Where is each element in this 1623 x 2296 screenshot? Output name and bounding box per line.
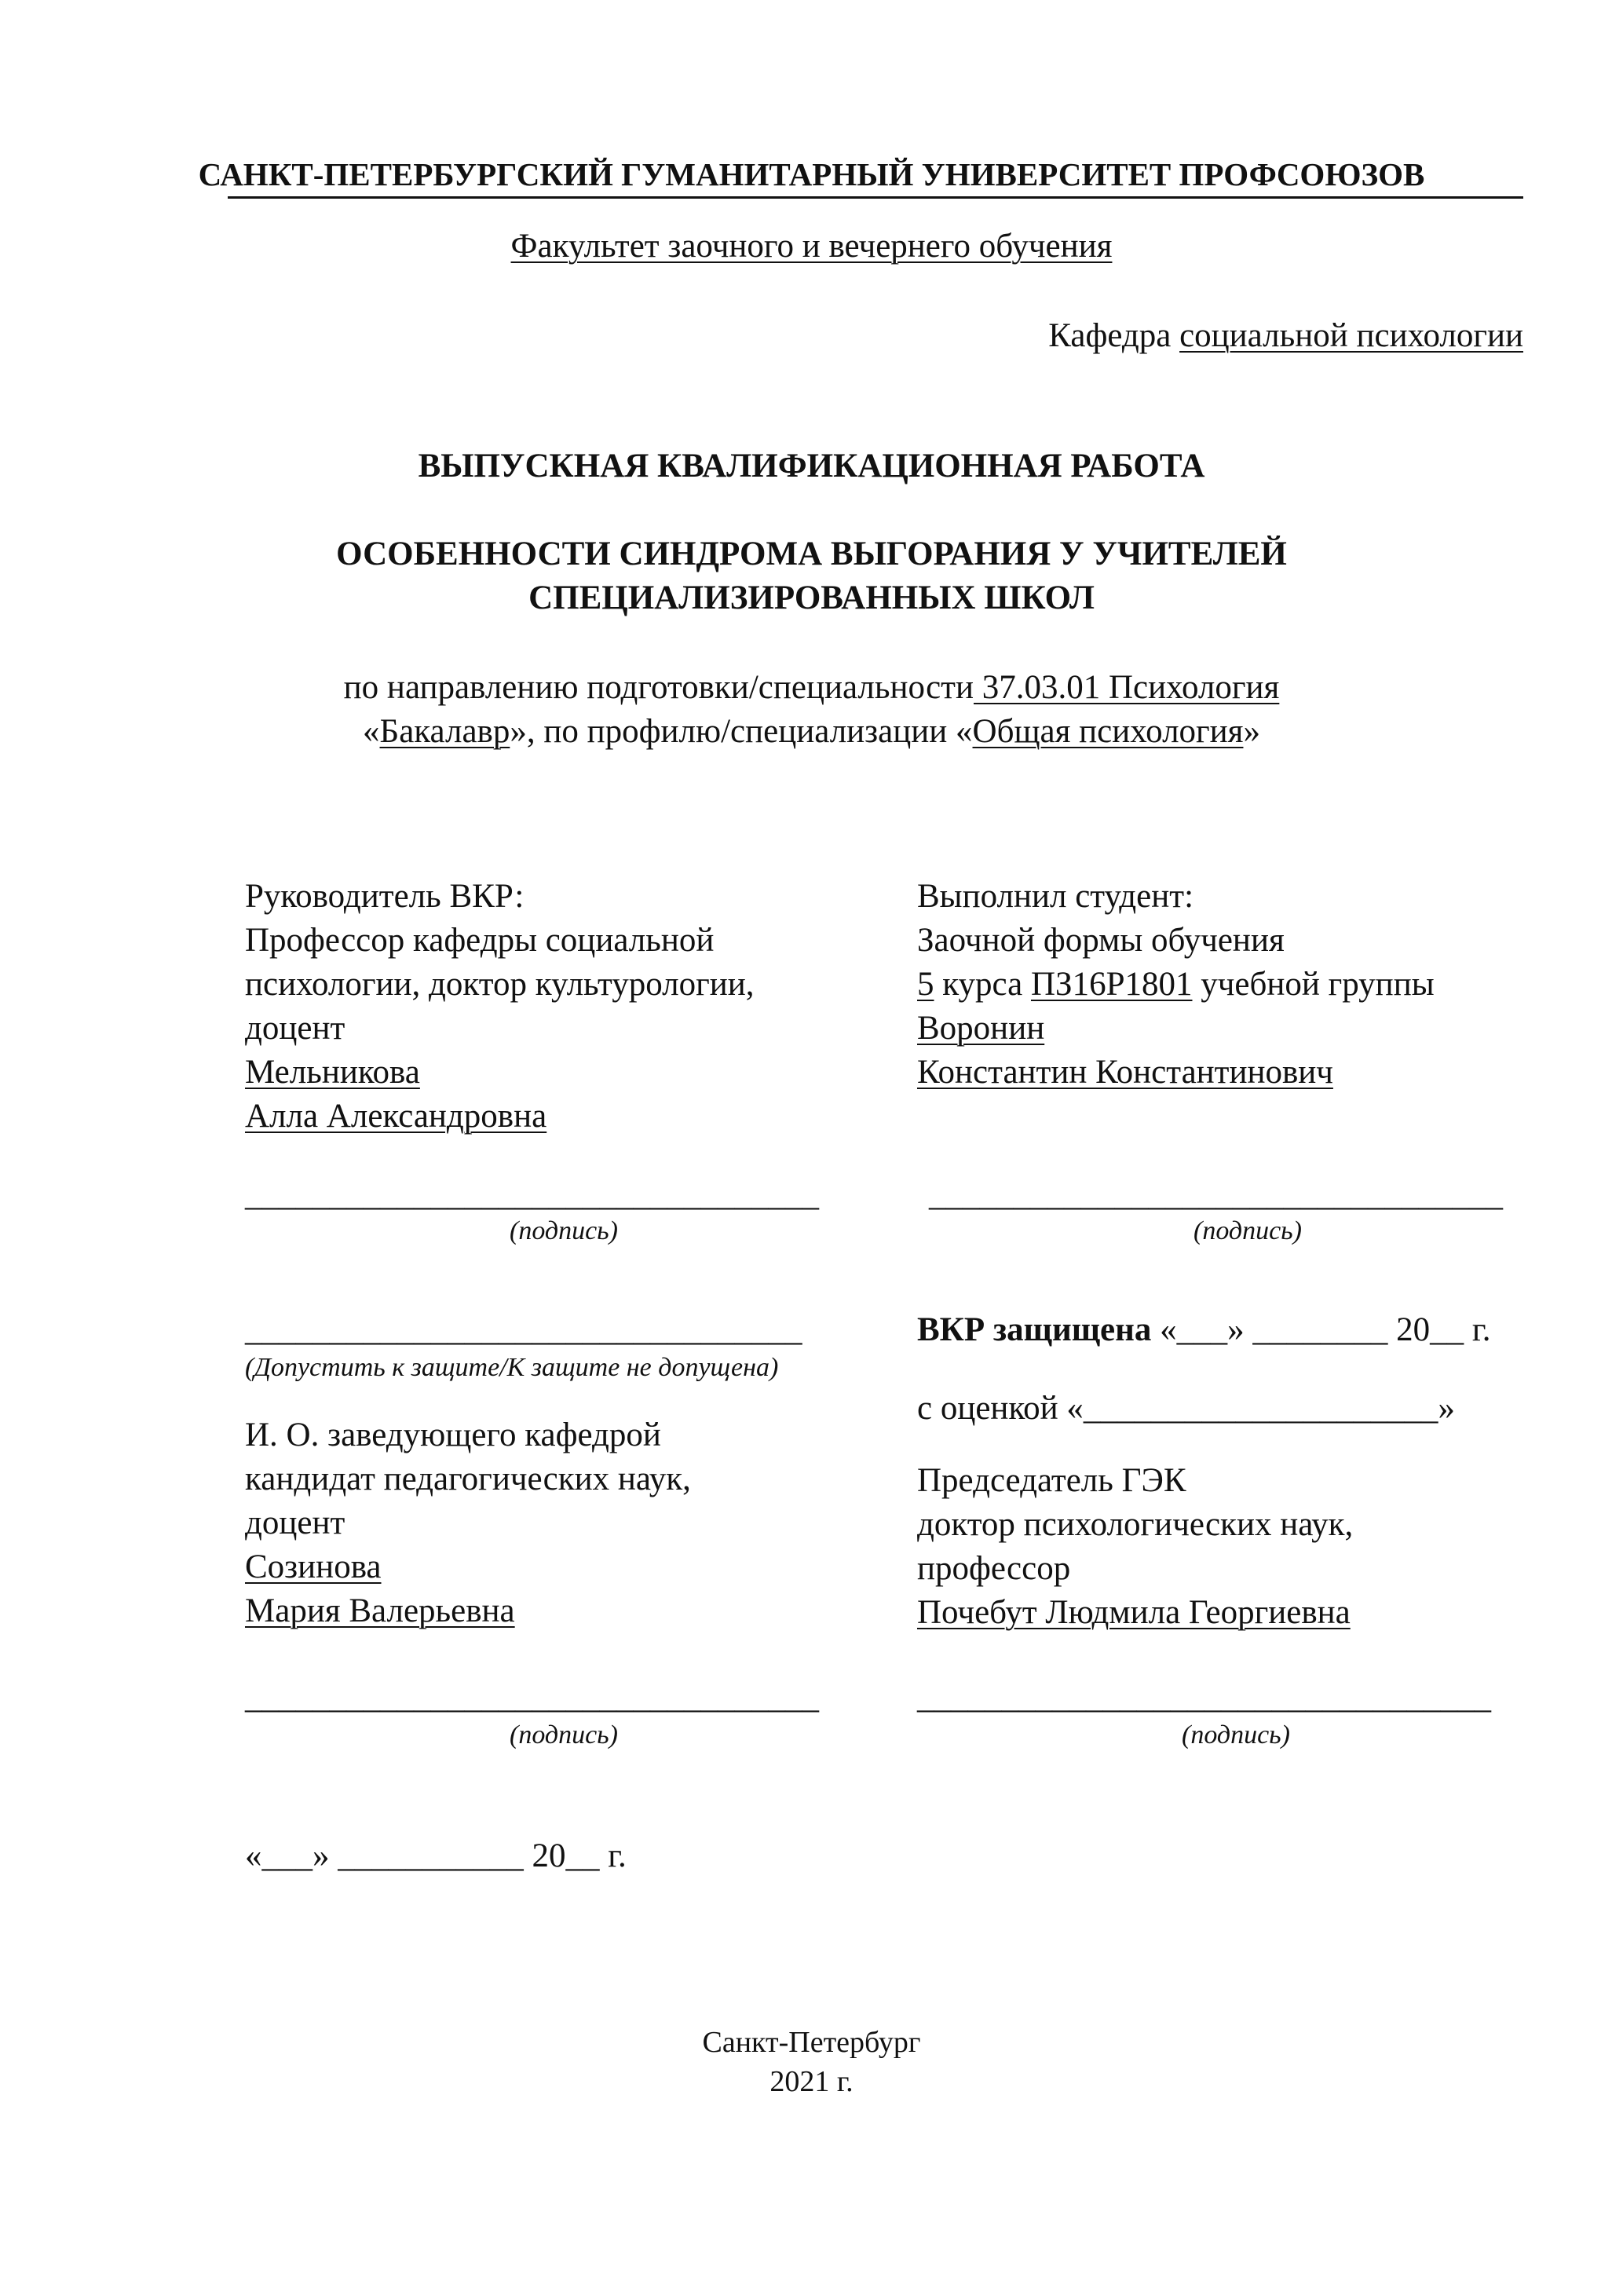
head-signature-line: __________________________________: [245, 1679, 819, 1716]
department-name: социальной психологии: [1179, 317, 1523, 354]
gek-name: Почебут Людмила Георгиевна: [917, 1594, 1351, 1631]
topic-line-2: СПЕЦИАЛИЗИРОВАННЫХ ШКОЛ: [528, 579, 1095, 616]
university-name: САНКТ-ПЕТЕРБУРГСКИЙ ГУМАНИТАРНЫЙ УНИВЕРСИТЕТ ПРОФСОЮЗОВ: [198, 156, 1425, 192]
head-line-1: И. О. заведующего кафедрой: [245, 1417, 661, 1453]
department-line: [1048, 314, 1523, 358]
admission-caption: (Допустить к защите/К защите не допущена): [245, 1353, 779, 1382]
defense-label: ВКР защищена: [917, 1311, 1152, 1348]
work-type: ВЫПУСКНАЯ КВАЛИФИКАЦИОННАЯ РАБОТА: [418, 448, 1205, 484]
supervisor-line-3: доцент: [245, 1010, 345, 1047]
gek-line-2: доктор психологических наук,: [917, 1506, 1354, 1543]
topic-line-1: ОСОБЕННОСТИ СИНДРОМА ВЫГОРАНИЯ У УЧИТЕЛЕЙ: [336, 536, 1287, 572]
footer-year: 2021 г.: [769, 2065, 854, 2098]
head-given-names: Мария Валерьевна: [245, 1592, 515, 1629]
gek-block: [917, 1459, 1353, 1635]
footer-city: Санкт-Петербург: [702, 2026, 921, 2059]
direction-line-2: [0, 710, 1623, 754]
bottom-date: «___» ___________ 20__ г.: [245, 1837, 627, 1874]
student-block: [917, 875, 1435, 1095]
head-line-3: доцент: [245, 1504, 345, 1541]
supervisor-line-2: психологии, доктор культурологии,: [245, 966, 755, 1003]
supervisor-line-1: Профессор кафедры социальной: [245, 922, 715, 959]
direction-line-1: [0, 666, 1623, 710]
student-line-1: Заочной формы обучения: [917, 922, 1285, 959]
defense-date: «___» ________ 20__ г.: [1151, 1311, 1491, 1348]
student-course-group: [917, 963, 1435, 1007]
head-block: [245, 1413, 691, 1633]
defense-line: [917, 1308, 1490, 1352]
department-prefix: Кафедра: [1048, 317, 1180, 354]
student-group: ПЗ16Р1801: [1030, 966, 1193, 1003]
student-course: 5: [917, 966, 934, 1003]
direction-code: 37.03.01 Психология: [973, 669, 1280, 706]
gek-line-1: Председатель ГЭК: [917, 1462, 1186, 1499]
gek-signature-caption: (подпись): [1182, 1720, 1290, 1749]
faculty-name: [0, 225, 1623, 269]
quote-open: «: [363, 713, 380, 750]
direction-middle: », по профилю/специализации «: [510, 713, 973, 750]
defense-grade: с оценкой «_____________________»: [917, 1390, 1455, 1427]
supervisor-heading: Руководитель ВКР:: [245, 878, 525, 915]
student-signature-line: __________________________________: [929, 1176, 1503, 1213]
supervisor-signature-line: __________________________________: [245, 1176, 819, 1213]
degree: Бакалавр: [379, 713, 510, 750]
quote-close: »: [1243, 713, 1260, 750]
supervisor-signature-caption: (подпись): [510, 1216, 618, 1245]
student-given-names: Константин Константинович: [917, 1054, 1333, 1091]
gek-signature-line: __________________________________: [917, 1679, 1491, 1716]
student-group-label: учебной группы: [1192, 966, 1435, 1003]
student-course-label: курса: [934, 966, 1031, 1003]
direction-prefix: по направлению подготовки/специальности: [343, 669, 974, 706]
faculty-text: Факультет заочного и вечернего обучения: [510, 228, 1113, 265]
head-line-2: кандидат педагогических наук,: [245, 1461, 691, 1497]
gek-line-3: профессор: [917, 1550, 1071, 1587]
supervisor-given-names: Алла Александровна: [245, 1098, 547, 1135]
student-heading: Выполнил студент:: [917, 878, 1194, 915]
profile: Общая психология: [972, 713, 1244, 750]
head-surname: Созинова: [245, 1548, 382, 1585]
student-signature-caption: (подпись): [1193, 1216, 1302, 1245]
head-signature-caption: (подпись): [510, 1720, 618, 1749]
header-rule: [228, 196, 1523, 199]
admission-line: _________________________________: [245, 1311, 802, 1348]
supervisor-block: [245, 875, 755, 1139]
student-surname: Воронин: [917, 1010, 1045, 1047]
supervisor-surname: Мельникова: [245, 1054, 420, 1091]
